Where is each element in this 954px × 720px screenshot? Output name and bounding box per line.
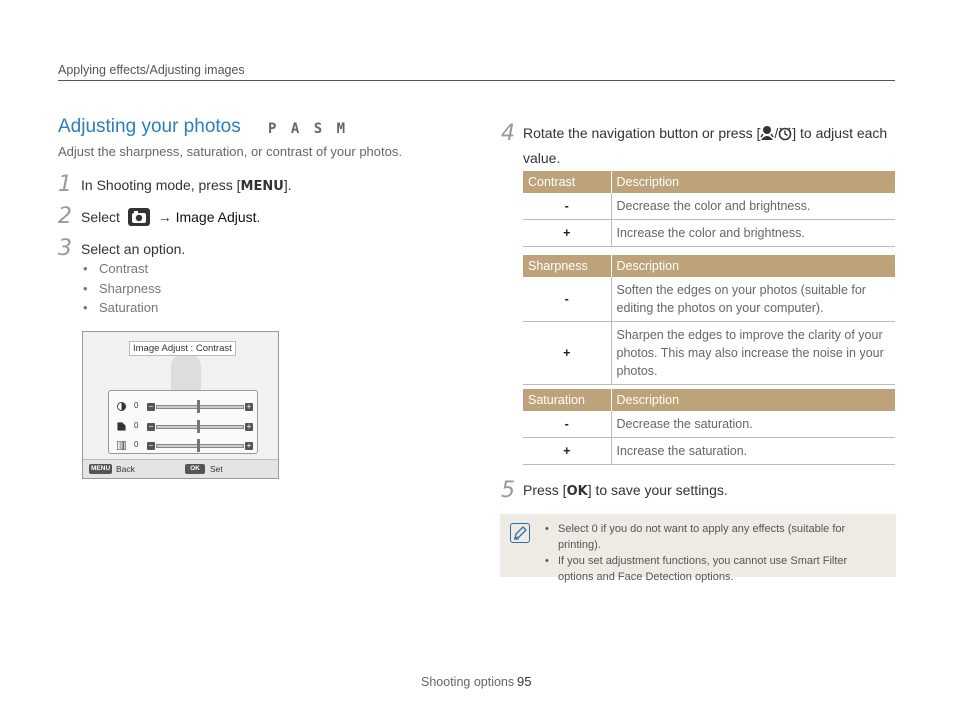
sharpness-table <box>523 255 895 385</box>
table-row <box>523 411 895 438</box>
note-box <box>500 514 896 583</box>
step-number: 1 <box>58 172 72 197</box>
plus-icon: + <box>246 402 252 411</box>
ok-key-icon: OK <box>566 484 588 499</box>
table-row <box>523 193 895 220</box>
saturation-slider <box>117 440 252 452</box>
saturation-table <box>523 389 895 465</box>
option-list <box>83 261 161 320</box>
table-header: Sharpness <box>523 255 611 277</box>
table-header-row <box>523 255 895 277</box>
table-header: Contrast <box>523 171 611 193</box>
step-4-after: ] to adjust each value. <box>523 125 888 166</box>
list-item: • Contrast <box>83 261 161 281</box>
running-header: Applying effects/Adjusting images <box>58 63 245 77</box>
plus-icon: + <box>246 441 252 450</box>
slider-value: 0 <box>134 421 139 430</box>
slider-track <box>156 425 244 429</box>
back-label: Back <box>116 464 135 474</box>
screen-footer <box>83 459 278 478</box>
list-item: • If you set adjustment functions, you cannot use Smart Filter options and Face Detection options. <box>544 553 884 585</box>
note-list <box>544 521 884 585</box>
contrast-icon <box>117 402 126 411</box>
table-row <box>523 220 895 247</box>
page-number: 95 <box>517 674 532 689</box>
table-cell: - <box>523 411 611 438</box>
saturation-icon <box>117 441 126 450</box>
subject-silhouette <box>171 354 201 394</box>
note-pencil-icon <box>510 523 530 543</box>
minus-icon: − <box>148 402 154 411</box>
person-icon <box>760 125 774 147</box>
step-1-text <box>81 174 292 198</box>
shooting-modes: P A S M <box>268 121 349 137</box>
table-cell: Decrease the saturation. <box>611 411 895 438</box>
sharpness-icon <box>117 422 126 431</box>
menu-key-icon: MENU <box>240 179 284 194</box>
table-header: Description <box>611 255 895 277</box>
slider-knob <box>197 400 200 413</box>
step-5-text <box>523 479 728 503</box>
step-4-slash: / <box>774 125 779 141</box>
step-number: 2 <box>58 204 72 229</box>
table-row <box>523 322 895 385</box>
step-number: 4 <box>501 121 515 146</box>
step-2-text <box>81 206 260 232</box>
step-5-after: ] to save your settings. <box>587 482 728 498</box>
step-4-text <box>523 122 895 169</box>
set-label: Set <box>210 464 223 474</box>
table-cell: Sharpen the edges to improve the clarity of your photos. This may also increase the noise in your photos. <box>611 322 895 385</box>
slider-track <box>156 444 244 448</box>
adjust-panel <box>108 390 258 454</box>
table-cell: + <box>523 322 611 385</box>
step-3-text: Select an option. <box>81 241 186 257</box>
table-cell: Soften the edges on your photos (suitable for editing the photos on your computer). <box>611 277 895 322</box>
step-1-before: In Shooting mode, press [ <box>81 177 241 193</box>
section-subtitle: Adjust the sharpness, saturation, or contrast of your photos. <box>58 144 402 159</box>
table-header-row <box>523 389 895 411</box>
camera-screen-image <box>82 331 279 479</box>
ok-key-icon: OK <box>185 464 205 474</box>
step-1-after: ]. <box>283 177 292 193</box>
header-divider <box>58 80 895 81</box>
step-4-before: Rotate the navigation button or press [ <box>523 125 761 141</box>
table-cell: + <box>523 220 611 247</box>
section-title: Adjusting your photos <box>58 116 241 137</box>
table-header: Description <box>611 171 895 193</box>
table-header: Saturation <box>523 389 611 411</box>
table-row <box>523 438 895 465</box>
screen-title: Image Adjust : Contrast <box>129 341 236 356</box>
table-cell: Increase the saturation. <box>611 438 895 465</box>
sharpness-slider <box>117 421 252 433</box>
table-header-row <box>523 171 895 193</box>
step-5-before: Press [ <box>523 482 567 498</box>
list-item: • Sharpness <box>83 281 161 301</box>
table-header: Description <box>611 389 895 411</box>
table-cell: + <box>523 438 611 465</box>
table-cell: - <box>523 277 611 322</box>
table-cell: - <box>523 193 611 220</box>
slider-knob <box>197 420 200 433</box>
list-item: • Select 0 if you do not want to apply any effects (suitable for printing). <box>544 521 884 553</box>
menu-key-icon: MENU <box>91 465 111 472</box>
contrast-slider <box>117 401 252 413</box>
slider-value: 0 <box>134 440 139 449</box>
slider-value: 0 <box>134 401 139 410</box>
step-number: 5 <box>501 478 515 503</box>
list-item: • Saturation <box>83 300 161 320</box>
step-2-after: . <box>256 209 261 225</box>
contrast-table <box>523 171 895 247</box>
slider-track <box>156 405 244 409</box>
step-2-arrow: → <box>157 209 172 225</box>
minus-icon: − <box>148 422 154 431</box>
table-cell: Increase the color and brightness. <box>611 220 895 247</box>
step-2-before: Select <box>81 209 120 225</box>
plus-icon: + <box>246 422 252 431</box>
table-row <box>523 277 895 322</box>
self-timer-icon <box>778 125 792 147</box>
table-cell: Decrease the color and brightness. <box>611 193 895 220</box>
footer-section-label: Shooting options <box>421 675 515 689</box>
step-number: 3 <box>58 236 72 261</box>
step-2-menu-item: Image Adjust <box>175 209 257 225</box>
camera-icon <box>128 208 150 232</box>
slider-knob <box>197 439 200 452</box>
minus-icon: − <box>148 441 154 450</box>
